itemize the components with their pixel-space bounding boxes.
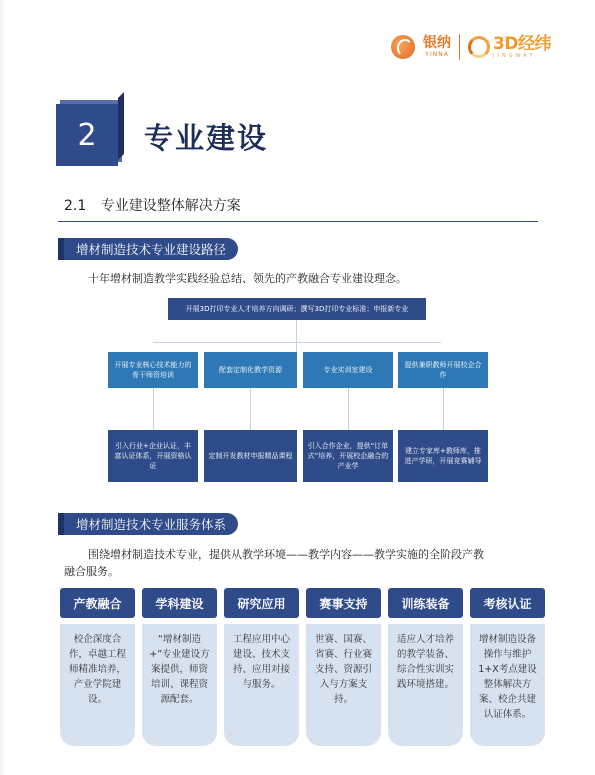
yinna-logo-en: YINNA [425,51,449,58]
roadmap-diagram [100,290,495,495]
chapter-title: 专业建设 [144,121,269,155]
roadmap-mid-box-4: 提供兼职教师开展校企合作 [398,352,488,388]
section-title: 专业建设整体解决方案 [100,198,241,214]
yinna-logo-cn: 银纳 [423,35,452,51]
connector-line [250,388,251,430]
service-card-title: 赛事支持 [306,588,381,618]
jingwei-logo-text [493,33,551,59]
roadmap-mid-box-3: 专业实训室建设 [303,352,393,388]
connector-line [153,342,441,343]
service-cards [60,588,548,746]
service-card [388,588,463,746]
connector-line [348,388,349,430]
services-banner: 增材制造技术专业服务体系 [64,513,238,535]
service-card [224,588,299,746]
service-card [142,588,217,746]
service-card-body: “增材制造+”专业建设方案提供，师资培训、课程资源配套。 [142,624,217,746]
service-card-body: 适应人才培养的教学装备、综合性实训实践环境搭建。 [388,624,463,746]
roadmap-mid-box-2: 配套定制化教学资源 [204,352,297,388]
yinna-logo-text [423,36,451,58]
service-card-title: 考核认证 [470,588,545,618]
connector-line [443,388,444,430]
page-edge [0,0,6,775]
jingwei-logo-sub: JINGWAY [493,52,536,59]
jingwei-logo-main: 3D经纬 [493,33,551,54]
section-heading [64,195,241,215]
roadmap-bottom-box-3: 引入合作企业，提供“订单式”培养，开展校企融合的产业学 [303,430,393,482]
roadmap-mid-box-1: 开展专业核心技术能力的骨干师资培训 [108,352,198,388]
logo-divider [459,34,460,60]
services-intro-line-1: 围绕增材制造技术专业，提供从教学环境——教学内容——教学实施的全阶段产教 [88,548,484,561]
connector-line [296,320,297,354]
service-card-title: 学科建设 [142,588,217,618]
service-card-title: 研究应用 [224,588,299,618]
service-card-body: 增材制造设备操作与维护1+X考点建设整体解决方案、校企共建认证体系。 [470,624,545,746]
service-card-body: 世赛、国赛、省赛、行业赛支持、资源引入与方案支持。 [306,624,381,746]
roadmap-bottom-box-2: 定制开发教材申报精品课程 [204,430,297,482]
yinna-logo-icon [391,35,415,59]
roadmap-bottom-box-1: 引入行业+企业认证，丰富认证体系，开展资格认证 [108,430,198,482]
services-intro-line-2: 融合服务。 [64,565,119,578]
service-card-body: 工程应用中心建设、技术支持、应用对接与服务。 [224,624,299,746]
roadmap-top-box: 开展3D打印专业人才培养方向调研；撰写3D打印专业标准；申报新专业 [168,298,426,320]
service-card [306,588,381,746]
brand-logos [391,34,551,60]
service-card-title: 训练装备 [388,588,463,618]
jingwei-swirl-icon [468,36,490,58]
chapter-number: 2 [77,117,97,153]
chapter-number-box [56,104,118,166]
section-number: 2.1 [64,198,87,214]
service-card [60,588,135,746]
section-divider [58,221,538,222]
service-card [470,588,545,746]
roadmap-bottom-box-4: 建立专家库+教师库，推进产学研，开展竞赛辅导 [398,430,488,482]
service-card-body: 校企深度合作，卓越工程师精准培养，产业学院建设。 [60,624,135,746]
connector-line [153,388,154,430]
service-card-title: 产教融合 [60,588,135,618]
jingwei-logo [468,33,551,59]
roadmap-banner: 增材制造技术专业建设路径 [64,238,238,260]
roadmap-intro: 十年增材制造教学实践经验总结、领先的产教融合专业建设理念。 [88,272,407,285]
